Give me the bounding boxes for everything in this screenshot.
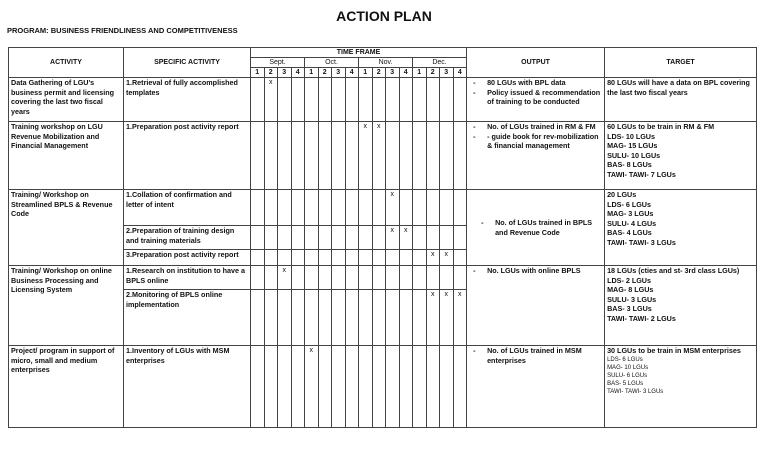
timeframe-cell	[251, 226, 265, 250]
timeframe-cell	[291, 290, 305, 346]
target-list	[607, 346, 754, 396]
month-header: Nov.	[359, 58, 413, 68]
timeframe-cell	[291, 122, 305, 190]
document-title: ACTION PLAN	[336, 8, 432, 24]
timeframe-cell	[318, 266, 332, 290]
timeframe-cell: x	[440, 290, 454, 346]
timeframe-cell	[318, 78, 332, 122]
timeframe-cell	[426, 190, 440, 226]
timeframe-cell	[453, 266, 467, 290]
timeframe-cell	[332, 250, 346, 266]
timeframe-cell	[291, 250, 305, 266]
timeframe-cell	[453, 122, 467, 190]
output-cell	[467, 190, 605, 266]
timeframe-cell	[251, 190, 265, 226]
timeframe-cell	[386, 346, 400, 428]
timeframe-cell	[386, 266, 400, 290]
timeframe-cell	[359, 266, 373, 290]
timeframe-cell	[305, 226, 319, 250]
timeframe-cell	[251, 78, 265, 122]
output-item: - No. of LGUs trained in RM & FM	[473, 122, 602, 132]
table-row	[9, 122, 757, 190]
week-header: 3	[278, 68, 292, 78]
timeframe-cell	[372, 290, 386, 346]
timeframe-cell	[318, 290, 332, 346]
target-item: SULU- 6 LGUs	[607, 372, 648, 379]
timeframe-cell	[278, 346, 292, 428]
target-item: TAWI- TAWI- 7 LGUs	[607, 169, 676, 179]
timeframe-cell	[372, 78, 386, 122]
timeframe-cell	[291, 346, 305, 428]
timeframe-cell	[345, 346, 359, 428]
timeframe-cell	[413, 346, 427, 428]
timeframe-cell	[386, 290, 400, 346]
timeframe-cell	[359, 226, 373, 250]
timeframe-cell	[332, 122, 346, 190]
timeframe-cell	[372, 226, 386, 250]
timeframe-cell	[264, 190, 278, 226]
output-item: - 80 LGUs with BPL data	[473, 78, 602, 88]
output-cell	[467, 78, 605, 122]
timeframe-cell	[291, 78, 305, 122]
table-row	[9, 78, 757, 122]
timeframe-cell	[318, 346, 332, 428]
week-header: 2	[264, 68, 278, 78]
timeframe-cell	[386, 122, 400, 190]
timeframe-cell	[359, 190, 373, 226]
output-list	[469, 218, 602, 237]
target-list	[607, 190, 754, 248]
output-list	[469, 346, 602, 365]
timeframe-cell	[251, 266, 265, 290]
target-item: BAS- 3 LGUs	[607, 304, 652, 314]
timeframe-cell: x	[440, 250, 454, 266]
output-item: - No. of LGUs trained in BPLS and Revenue Code	[481, 218, 602, 237]
timeframe-cell	[440, 122, 454, 190]
target-cell	[605, 122, 757, 190]
timeframe-cell	[332, 266, 346, 290]
timeframe-cell	[332, 346, 346, 428]
target-item: SULU- 10 LGUs	[607, 150, 661, 160]
timeframe-cell	[440, 190, 454, 226]
timeframe-cell	[264, 122, 278, 190]
target-item: MAG- 15 LGUs	[607, 141, 658, 151]
activity-cell: Training/ Workshop on online Business Processing and Licensing System	[9, 266, 124, 346]
timeframe-cell	[305, 78, 319, 122]
activity-cell: Training/ Workshop on Streamlined BPLS & Revenue Code	[9, 190, 124, 266]
target-item: 60 LGUs to be train in RM & FM	[607, 122, 715, 131]
timeframe-cell	[386, 250, 400, 266]
target-list	[607, 122, 754, 180]
timeframe-cell	[413, 190, 427, 226]
timeframe-cell	[453, 250, 467, 266]
timeframe-cell	[413, 250, 427, 266]
timeframe-cell	[440, 266, 454, 290]
timeframe-cell	[278, 290, 292, 346]
timeframe-cell	[278, 122, 292, 190]
output-list	[469, 266, 602, 276]
timeframe-cell: x	[386, 226, 400, 250]
specific-activity-cell: 3.Preparation post activity report	[124, 250, 251, 266]
timeframe-cell	[345, 250, 359, 266]
timeframe-cell	[399, 250, 413, 266]
week-header: 4	[291, 68, 305, 78]
timeframe-cell	[318, 122, 332, 190]
timeframe-cell	[440, 346, 454, 428]
output-header: OUTPUT	[467, 48, 605, 78]
week-header: 4	[399, 68, 413, 78]
output-item: - - guide book for rev-mobilization & financial management	[473, 132, 602, 151]
target-item: 20 LGUs	[607, 190, 637, 199]
activity-header: ACTIVITY	[9, 48, 124, 78]
target-list	[607, 78, 754, 97]
target-cell	[605, 346, 757, 428]
timeframe-cell	[413, 290, 427, 346]
week-header: 2	[426, 68, 440, 78]
timeframe-cell	[359, 250, 373, 266]
target-item: TAWI- TAWI- 3 LGUs	[607, 388, 664, 395]
specific-activity-cell: 1.Collation of confirmation and letter of intent	[124, 190, 251, 226]
timeframe-cell	[291, 266, 305, 290]
timeframe-cell	[453, 190, 467, 226]
timeframe-cell	[345, 78, 359, 122]
timeframe-cell	[318, 226, 332, 250]
timeframe-cell	[278, 250, 292, 266]
timeframe-cell	[426, 78, 440, 122]
target-item: 80 LGUs will have a data on BPL covering the last two fiscal years	[607, 78, 750, 97]
timeframe-cell	[413, 122, 427, 190]
timeframe-cell	[332, 78, 346, 122]
timeframe-cell	[251, 346, 265, 428]
timeframe-cell	[305, 122, 319, 190]
time-frame-header: TIME FRAME	[251, 48, 467, 58]
timeframe-cell	[251, 290, 265, 346]
timeframe-cell	[332, 290, 346, 346]
table-row	[9, 346, 757, 428]
output-cell	[467, 122, 605, 190]
timeframe-cell	[359, 346, 373, 428]
timeframe-cell	[399, 346, 413, 428]
output-list	[469, 78, 602, 107]
timeframe-cell	[453, 346, 467, 428]
timeframe-cell	[372, 190, 386, 226]
timeframe-cell	[372, 266, 386, 290]
output-item: - No. LGUs with online BPLS	[473, 266, 602, 276]
target-item: TAWI- TAWI- 3 LGUs	[607, 237, 676, 247]
week-header: 3	[332, 68, 346, 78]
timeframe-cell	[359, 78, 373, 122]
target-item: LDS- 2 LGUs	[607, 275, 651, 285]
activity-cell: Project/ program in support of micro, small and medium enterprises	[9, 346, 124, 428]
timeframe-cell	[426, 346, 440, 428]
output-list	[469, 122, 602, 151]
target-item: BAS- 4 LGUs	[607, 228, 652, 238]
timeframe-cell	[372, 346, 386, 428]
week-header: 2	[318, 68, 332, 78]
timeframe-cell	[399, 78, 413, 122]
timeframe-cell	[318, 190, 332, 226]
timeframe-cell	[264, 290, 278, 346]
timeframe-cell: x	[399, 226, 413, 250]
timeframe-cell	[453, 226, 467, 250]
target-cell	[605, 78, 757, 122]
target-item: 18 LGUs (cties and st- 3rd class LGUs)	[607, 266, 740, 275]
month-header: Dec.	[413, 58, 467, 68]
timeframe-cell	[345, 226, 359, 250]
target-item: BAS- 5 LGUs	[607, 380, 644, 387]
week-header: 4	[453, 68, 467, 78]
target-item: BAS- 8 LGUs	[607, 160, 652, 170]
month-header: Sept.	[251, 58, 305, 68]
timeframe-cell	[278, 226, 292, 250]
timeframe-cell	[399, 122, 413, 190]
timeframe-cell	[318, 250, 332, 266]
timeframe-cell	[305, 250, 319, 266]
timeframe-cell	[345, 122, 359, 190]
activity-cell: Data Gathering of LGU's business permit and licensing covering the last two fiscal years	[9, 78, 124, 122]
activity-cell: Training workshop on LGU Revenue Mobilization and Financial Management	[9, 122, 124, 190]
week-header: 1	[251, 68, 265, 78]
timeframe-cell	[440, 78, 454, 122]
output-item: - No. of LGUs trained in MSM enterprises	[473, 346, 602, 365]
timeframe-cell: x	[386, 190, 400, 226]
target-header: TARGET	[605, 48, 757, 78]
month-header: Oct.	[305, 58, 359, 68]
target-cell	[605, 266, 757, 346]
timeframe-cell	[278, 78, 292, 122]
target-item: 30 LGUs to be train in MSM enterprises	[607, 346, 741, 355]
target-item: MAG- 8 LGUs	[607, 285, 654, 295]
table-row	[9, 266, 757, 290]
timeframe-cell: x	[278, 266, 292, 290]
target-item: LDS- 6 LGUs	[607, 199, 651, 209]
timeframe-cell	[345, 266, 359, 290]
specific-activity-header: SPECIFIC ACTIVITY	[124, 48, 251, 78]
action-plan-table	[8, 47, 757, 428]
timeframe-cell	[251, 122, 265, 190]
timeframe-cell	[399, 190, 413, 226]
target-cell	[605, 190, 757, 266]
table-row	[9, 190, 757, 226]
specific-activity-cell: 1.Preparation post activity report	[124, 122, 251, 190]
timeframe-cell	[426, 266, 440, 290]
timeframe-cell	[399, 290, 413, 346]
timeframe-cell: x	[426, 290, 440, 346]
output-cell	[467, 266, 605, 346]
timeframe-cell	[332, 190, 346, 226]
target-list	[607, 266, 754, 324]
timeframe-cell	[264, 250, 278, 266]
timeframe-cell	[291, 190, 305, 226]
target-item: LDS- 6 LGUs	[607, 356, 643, 363]
timeframe-cell: x	[372, 122, 386, 190]
header-row-1	[9, 48, 757, 58]
timeframe-cell	[372, 250, 386, 266]
specific-activity-cell: 2.Preparation of training design and training materials	[124, 226, 251, 250]
specific-activity-cell: 1.Inventory of LGUs with MSM enterprises	[124, 346, 251, 428]
output-item: - Policy issued & recommendation of training to be conducted	[473, 88, 602, 107]
timeframe-cell	[264, 346, 278, 428]
week-header: 3	[386, 68, 400, 78]
program-label: PROGRAM: BUSINESS FRIENDLINESS AND COMPETITIVENESS	[7, 26, 238, 35]
timeframe-cell	[413, 266, 427, 290]
timeframe-cell	[386, 78, 400, 122]
timeframe-cell	[359, 290, 373, 346]
week-header: 1	[305, 68, 319, 78]
timeframe-cell	[291, 226, 305, 250]
specific-activity-cell: 1.Retrieval of fully accomplished templates	[124, 78, 251, 122]
target-item: MAG- 3 LGUs	[607, 209, 654, 219]
timeframe-cell: x	[264, 78, 278, 122]
timeframe-cell	[264, 266, 278, 290]
timeframe-cell	[345, 290, 359, 346]
week-header: 3	[440, 68, 454, 78]
specific-activity-cell: 2.Monitoring of BPLS online implementation	[124, 290, 251, 346]
week-header: 1	[413, 68, 427, 78]
timeframe-cell	[264, 226, 278, 250]
timeframe-cell: x	[426, 250, 440, 266]
timeframe-cell	[413, 226, 427, 250]
timeframe-cell	[440, 226, 454, 250]
output-cell	[467, 346, 605, 428]
target-item: TAWI- TAWI- 2 LGUs	[607, 313, 676, 323]
timeframe-cell	[453, 78, 467, 122]
timeframe-cell	[345, 190, 359, 226]
timeframe-cell: x	[305, 346, 319, 428]
target-item: MAG- 10 LGUs	[607, 364, 649, 371]
timeframe-cell: x	[453, 290, 467, 346]
timeframe-cell	[426, 122, 440, 190]
timeframe-cell	[413, 78, 427, 122]
timeframe-cell	[426, 226, 440, 250]
timeframe-cell	[305, 190, 319, 226]
week-header: 2	[372, 68, 386, 78]
timeframe-cell	[305, 266, 319, 290]
timeframe-cell	[332, 226, 346, 250]
timeframe-cell	[399, 266, 413, 290]
timeframe-cell	[305, 290, 319, 346]
target-item: SULU- 3 LGUs	[607, 294, 657, 304]
week-header: 1	[359, 68, 373, 78]
timeframe-cell	[251, 250, 265, 266]
timeframe-cell	[278, 190, 292, 226]
target-item: LDS- 10 LGUs	[607, 131, 655, 141]
specific-activity-cell: 1.Research on institution to have a BPLS online	[124, 266, 251, 290]
timeframe-cell: x	[359, 122, 373, 190]
week-header: 4	[345, 68, 359, 78]
target-item: SULU- 4 LGUs	[607, 218, 657, 228]
